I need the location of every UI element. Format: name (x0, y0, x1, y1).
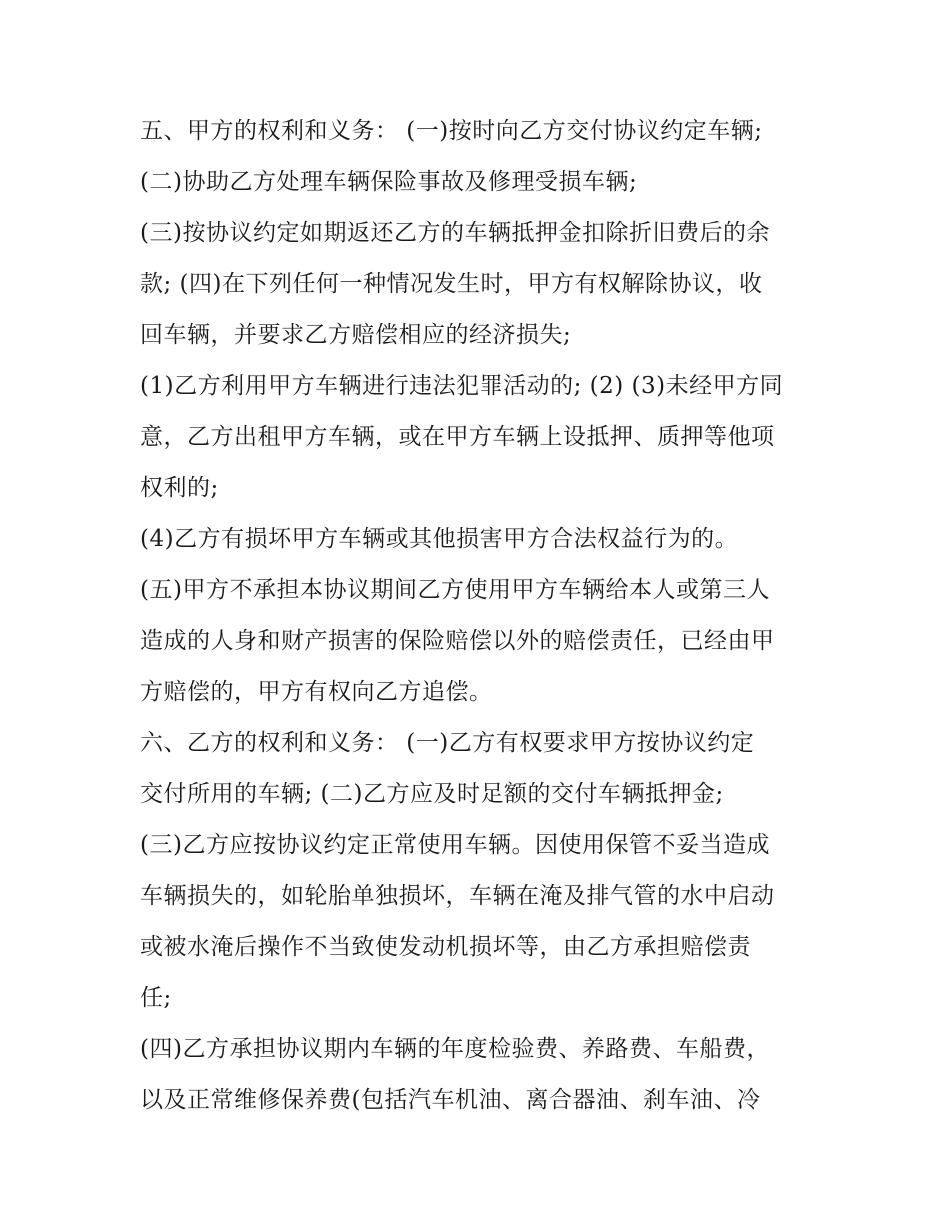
text-line: 以及正常维修保养费(包括汽车机油、离合器油、刹车油、冷 (140, 1087, 761, 1113)
text-line: 回车辆，并要求乙方赔偿相应的经济损失; (140, 322, 572, 348)
text-line: (4)乙方有损坏甲方车辆或其他损害甲方合法权益行为的。 (140, 526, 739, 552)
text-line: (1)乙方利用甲方车辆进行违法犯罪活动的; (2) (3)未经甲方同 (140, 373, 784, 399)
text-line: 方赔偿的，甲方有权向乙方追偿。 (140, 679, 493, 705)
text-line: 款; (四)在下列任何一种情况发生时，甲方有权解除协议，收 (140, 271, 763, 297)
text-line: 权利的; (140, 475, 219, 501)
text-line: (三)乙方应按协议约定正常使用车辆。因使用保管不妥当造成 (140, 832, 770, 858)
text-line: 车辆损失的，如轮胎单独损坏，车辆在淹及排气管的水中启动 (140, 883, 775, 909)
text-line: (三)按协议约定如期返还乙方的车辆抵押金扣除折旧费后的余 (140, 220, 770, 246)
text-line: 任; (140, 985, 172, 1011)
text-line: 造成的人身和财产损害的保险赔偿以外的赔偿责任，已经由甲 (140, 628, 775, 654)
text-line: 六、乙方的权利和义务： (一)乙方有权要求甲方按协议约定 (140, 730, 755, 756)
text-line: 或被水淹后操作不当致使发动机损坏等，由乙方承担赔偿责 (140, 934, 751, 960)
document-body (140, 106, 830, 1126)
text-line: (五)甲方不承担本协议期间乙方使用甲方车辆给本人或第三人 (140, 577, 770, 603)
text-line: (二)协助乙方处理车辆保险事故及修理受损车辆; (140, 169, 638, 195)
text-line: 意，乙方出租甲方车辆，或在甲方车辆上设抵押、质押等他项 (140, 424, 775, 450)
text-line: 五、甲方的权利和义务： (一)按时向乙方交付协议约定车辆; (140, 118, 763, 144)
text-line: 交付所用的车辆; (二)乙方应及时足额的交付车辆抵押金; (140, 781, 724, 807)
text-line: (四)乙方承担协议期内车辆的年度检验费、养路费、车船费， (140, 1036, 770, 1062)
